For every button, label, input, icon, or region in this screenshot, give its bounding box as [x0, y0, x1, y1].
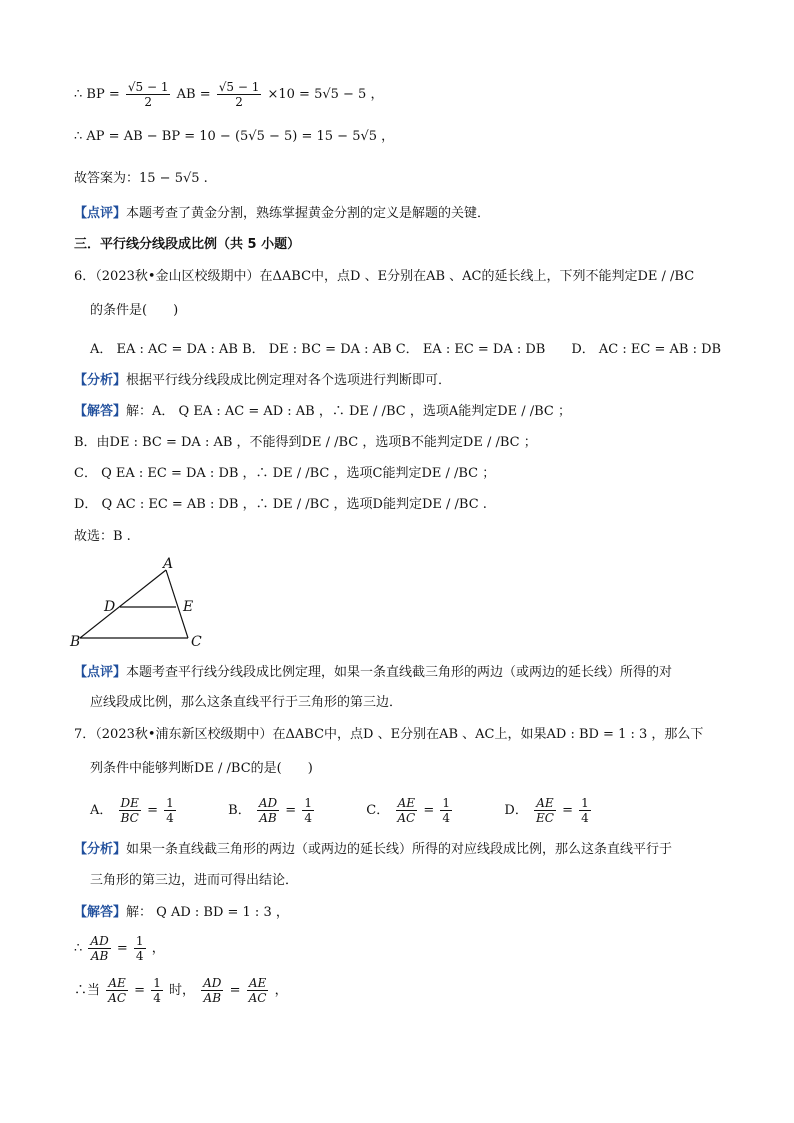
q6-comment-line2: 应线段成比例，那么这条直线平行于三角形的第三边．: [90, 695, 403, 710]
q6-stem-line2: 的条件是( ): [90, 303, 179, 318]
q6-stem-line1: 6．（2023秋•金山区校级期中）在ΔABC中，点D 、E分别在AB 、AC的延长线上，下列不能判定DE / /BC: [74, 269, 695, 284]
q6-solution-b: B．由DE : BC = DA : AB ，不能得到DE / /BC ，选项B不能判定DE / /BC ；: [74, 435, 537, 450]
analysis-tag: 【分析】: [74, 842, 127, 857]
q7-solution-line1: 【解答】解： Q AD : BD = 1 : 3 ，: [74, 905, 289, 920]
analysis-tag: 【分析】: [74, 373, 127, 388]
q7-analysis-line2: 三角形的第三边，进而可得出结论．: [90, 873, 299, 888]
comment-tag: 【点评】: [74, 665, 127, 680]
comment-text: 本题考查了黄金分割，熟练掌握黄金分割的定义是解题的关键．: [126, 206, 491, 221]
section-heading: 三．平行线分线段成比例（共 5 小题）: [74, 237, 301, 252]
answer-line: 故答案为：15 − 5√5 .: [74, 171, 208, 186]
label-c: C: [191, 634, 202, 650]
q7-option-b: B． $\frac{AD}{AB}$ = $\frac{1}{4}$: [228, 796, 312, 825]
q6-solution-a: 【解答】解：A． Q EA : AC = AD : AB ，∴ DE / /BC ，选项A能判定DE / /BC ；: [74, 404, 572, 419]
comment-golden: [74, 205, 490, 223]
triangle-figure: [68, 556, 218, 650]
ap-equation: ∴ AP = AB − BP = 10 − (5√5 − 5) = 15 − 5√5 ，: [74, 129, 395, 144]
label-a: A: [163, 556, 174, 572]
q7-option-d: D． $\frac{AE}{EC}$ = $\frac{1}{4}$: [504, 796, 589, 825]
q7-analysis-line1: 【分析】如果一条直线截三角形的两边（或两边的延长线）所得的对应线段成比例，那么这条直线平行于: [74, 842, 673, 857]
q7-option-c: C． $\frac{AE}{AC}$ = $\frac{1}{4}$: [366, 796, 451, 825]
label-e: E: [183, 599, 194, 615]
q6-solution-d: D． Q AC : EC = AB : DB ，∴ DE / /BC ，选项D能判定DE / /BC .: [74, 497, 487, 512]
q6-comment-line1: 【点评】本题考查平行线分线段成比例定理，如果一条直线截三角形的两边（或两边的延长线）所得的对: [74, 665, 673, 680]
golden-fraction-2: $\frac{√5 - 1}{2}$: [218, 80, 260, 109]
solution-tag: 【解答】: [74, 905, 127, 920]
solution-tag: 【解答】: [74, 404, 127, 419]
side-ab: [80, 570, 166, 638]
q7-options: [90, 796, 638, 825]
q7-solution-line2: ∴ $\frac{AD}{AB}$ = $\frac{1}{4}$ ，: [74, 934, 165, 963]
q7-stem-line1: 7．（2023秋•浦东新区校级期中）在ΔABC中，点D 、E分别在AB 、AC上，如果AD : BD = 1 : 3 ，那么下: [74, 727, 704, 742]
label-d: D: [104, 599, 116, 615]
q7-solution-line3: ∴当 $\frac{AE}{AC}$ = $\frac{1}{4}$ 时， $\frac{AD}{AB}$ = $\frac{AE}{AC}$ ，: [74, 976, 288, 1005]
q6-options: A． EA : AC = DA : AB B． DE : BC = DA : AB C． EA : EC = DA : DB D． AC : EC = AB : DB: [90, 342, 722, 357]
bp-prefix: ∴ BP =: [74, 87, 120, 102]
bp-mid: AB =: [176, 87, 211, 102]
q7-option-a: A． $\frac{DE}{BC}$ = $\frac{1}{4}$: [90, 796, 174, 825]
comment-tag: 【点评】: [74, 206, 127, 221]
bp-suffix: ×10 = 5√5 − 5 ，: [267, 87, 384, 102]
label-b: B: [70, 634, 81, 650]
golden-fraction-1: $\frac{√5 - 1}{2}$: [127, 80, 169, 109]
q6-analysis: 【分析】根据平行线分线段成比例定理对各个选项进行判断即可．: [74, 373, 452, 388]
q6-solution-c: C． Q EA : EC = DA : DB ，∴ DE / /BC ，选项C能判定DE / /BC ；: [74, 466, 496, 481]
q7-stem-line2: 列条件中能够判断DE / /BC的是( ): [90, 761, 313, 776]
bp-equation: [74, 80, 383, 109]
q6-choice: 故选：B .: [74, 529, 131, 544]
